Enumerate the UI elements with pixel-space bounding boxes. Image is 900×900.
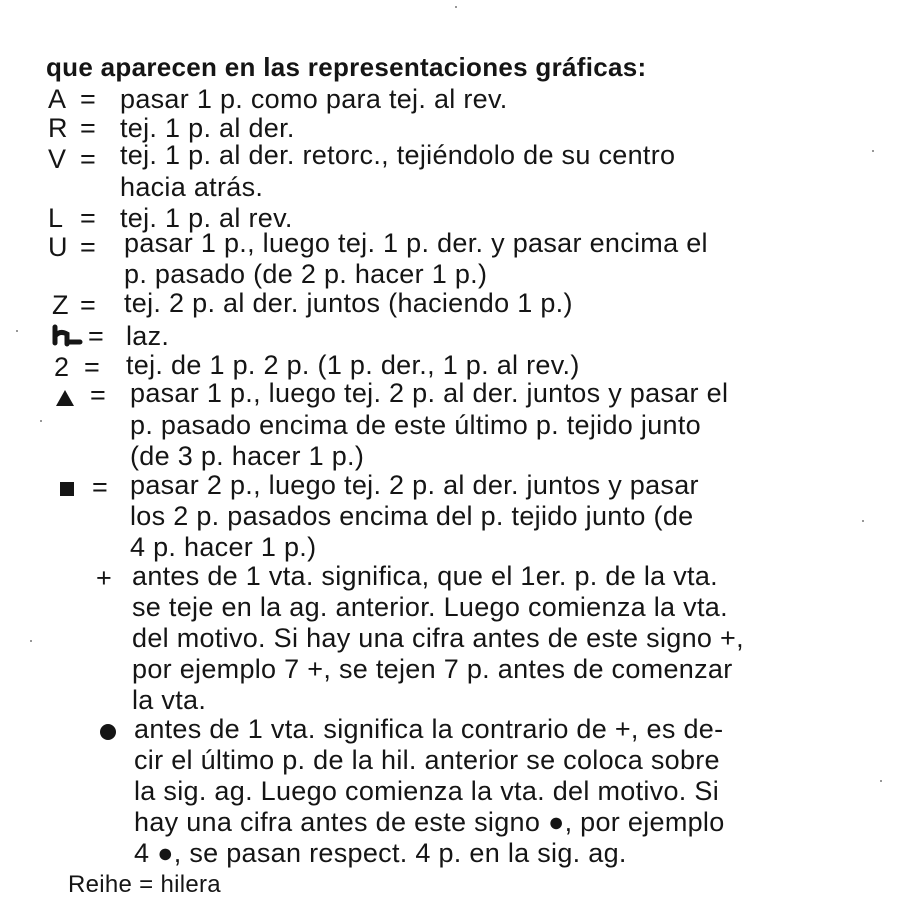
- entry-z-text: tej. 2 p. al der. juntos (haciendo 1 p.): [124, 288, 573, 318]
- dot-note-line1: antes de 1 vta. significa la contrario de +, es de-: [134, 714, 724, 744]
- equals-sign: =: [84, 352, 100, 382]
- entry-square-text-line2: los 2 p. pasados encima del p. tejido junto (de: [130, 501, 694, 531]
- entry-r-text: tej. 1 p. al der.: [120, 113, 295, 143]
- entry-l-text: tej. 1 p. al rev.: [120, 203, 293, 233]
- entry-u-text-line1: pasar 1 p., luego tej. 1 p. der. y pasar encima el: [124, 228, 708, 258]
- entry-v-text-line2: hacia atrás.: [120, 172, 264, 202]
- entry-square-text-line3: 4 p. hacer 1 p.): [130, 532, 317, 562]
- entry-hook-text: laz.: [126, 321, 170, 351]
- dot-note-line2: cir el último p. de la hil. anterior se coloca sobre: [134, 745, 720, 775]
- plus-note-line2: se teje en la ag. anterior. Luego comienza la vta.: [132, 592, 728, 622]
- entry-square-text-line1: pasar 2 p., luego tej. 2 p. al der. juntos y pasar: [130, 470, 699, 500]
- plus-symbol: +: [96, 563, 112, 593]
- entry-v-text-line1: tej. 1 p. al der. retorc., tejiéndolo de su centro: [120, 140, 676, 170]
- symbol-u: U: [48, 232, 68, 262]
- plus-note-line3: del motivo. Si hay una cifra antes de este signo +,: [132, 623, 744, 653]
- equals-sign: =: [80, 290, 96, 320]
- hook-icon: [52, 324, 86, 348]
- entry-2-text: tej. de 1 p. 2 p. (1 p. der., 1 p. al rev.): [126, 350, 580, 380]
- scan-speck: [16, 330, 18, 332]
- equals-sign: =: [80, 232, 96, 262]
- symbol-r: R: [48, 113, 68, 143]
- symbol-z: Z: [52, 290, 69, 320]
- equals-sign: =: [80, 144, 96, 174]
- entry-triangle-text-line2: p. pasado encima de este último p. tejido junto: [130, 410, 701, 440]
- equals-sign: =: [88, 321, 104, 351]
- symbol-2: 2: [54, 352, 70, 382]
- equals-sign: =: [80, 113, 96, 143]
- entry-u-text-line2: p. pasado (de 2 p. hacer 1 p.): [124, 259, 488, 289]
- scan-speck: [880, 780, 882, 782]
- symbol-v: V: [48, 144, 67, 174]
- scan-speck: [872, 150, 874, 152]
- equals-sign: =: [80, 84, 96, 114]
- square-icon: [60, 482, 74, 496]
- entry-a-text: pasar 1 p. como para tej. al rev.: [120, 84, 508, 114]
- equals-sign: =: [92, 472, 108, 502]
- symbol-a: A: [48, 84, 67, 114]
- scan-speck: [455, 6, 457, 8]
- symbol-l: L: [48, 203, 64, 233]
- plus-note-line5: la vta.: [132, 685, 207, 715]
- equals-sign: =: [80, 203, 96, 233]
- dot-note-line5: 4 ●, se pasan respect. 4 p. en la sig. ag.: [134, 838, 627, 868]
- triangle-icon: [56, 390, 74, 406]
- entry-triangle-text-line1: pasar 1 p., luego tej. 2 p. al der. juntos y pasar el: [130, 378, 729, 408]
- scan-speck: [862, 520, 864, 522]
- legend-heading: que aparecen en las representaciones gráficas:: [46, 52, 647, 82]
- scan-speck: [40, 420, 42, 422]
- dot-icon: [100, 724, 116, 740]
- plus-note-line1: antes de 1 vta. significa, que el 1er. p. de la vta.: [132, 561, 718, 591]
- dot-note-line3: la sig. ag. Luego comienza la vta. del motivo. Si: [134, 776, 720, 806]
- scan-speck: [30, 640, 32, 642]
- equals-sign: =: [90, 380, 106, 410]
- dot-note-line4: hay una cifra antes de este signo ●, por ejemplo: [134, 807, 725, 837]
- entry-triangle-text-line3: (de 3 p. hacer 1 p.): [130, 441, 365, 471]
- plus-note-line4: por ejemplo 7 +, se tejen 7 p. antes de comenzar: [132, 654, 733, 684]
- footer-glossary: Reihe = hilera: [68, 871, 221, 898]
